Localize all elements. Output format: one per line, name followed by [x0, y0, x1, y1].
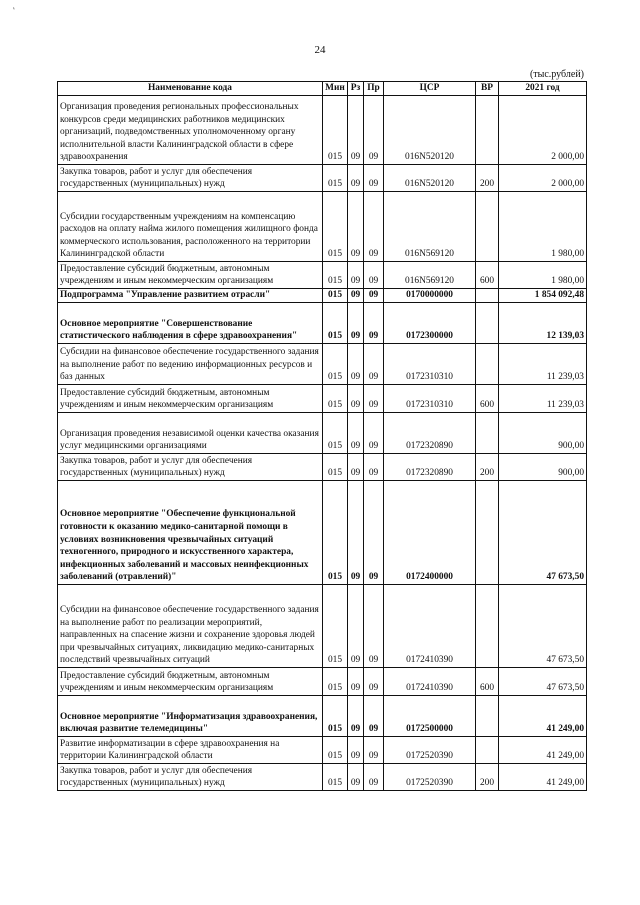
- cell-amount: 47 673,50: [499, 668, 587, 696]
- cell-pr: 09: [364, 96, 384, 165]
- cell-rz: 09: [348, 696, 364, 737]
- cell-csr: 0170000000: [384, 289, 476, 303]
- cell-csr: 0172500000: [384, 696, 476, 737]
- cell-min: 015: [323, 481, 348, 585]
- cell-amount: 41 249,00: [499, 737, 587, 764]
- cell-csr: 016N569120: [384, 192, 476, 262]
- cell-amount: 47 673,50: [499, 585, 587, 668]
- cell-name: Развитие информатизации в сфере здравоохранения на территории Калининградской области: [58, 737, 323, 764]
- cell-rz: 09: [348, 96, 364, 165]
- cell-vr: [476, 289, 499, 303]
- cell-amount: 11 239,03: [499, 385, 587, 413]
- cell-rz: 09: [348, 385, 364, 413]
- cell-vr: [476, 481, 499, 585]
- cell-pr: 09: [364, 668, 384, 696]
- cell-pr: 09: [364, 454, 384, 481]
- cell-pr: 09: [364, 696, 384, 737]
- cell-name: Основное мероприятие "Обеспечение функциональной готовности к оказанию медико-санитарной помощи в условиях возникновения чрезвычайных ситуаций техногенного, природного и искусственного характера, инфекционных заболеваний и массовых неинфекционных заболеваний (отравлений)": [58, 481, 323, 585]
- cell-min: 015: [323, 696, 348, 737]
- cell-rz: 09: [348, 737, 364, 764]
- cell-min: 015: [323, 385, 348, 413]
- cell-vr: 200: [476, 165, 499, 192]
- cell-vr: 200: [476, 764, 499, 791]
- cell-vr: [476, 96, 499, 165]
- cell-name: Предоставление субсидий бюджетным, автономным учреждениям и иным некоммерческим организациям: [58, 262, 323, 289]
- cell-min: 015: [323, 303, 348, 344]
- cell-pr: 09: [364, 481, 384, 585]
- cell-min: 015: [323, 585, 348, 668]
- cell-pr: 09: [364, 413, 384, 454]
- cell-name: Закупка товаров, работ и услуг для обеспечения государственных (муниципальных) нужд: [58, 165, 323, 192]
- cell-min: 015: [323, 289, 348, 303]
- cell-name: Предоставление субсидий бюджетным, автономным учреждениям и иным некоммерческим организациям: [58, 385, 323, 413]
- column-header-min: Мин: [323, 82, 348, 96]
- cell-rz: 09: [348, 303, 364, 344]
- table-row: [58, 454, 587, 481]
- cell-name: Закупка товаров, работ и услуг для обеспечения государственных (муниципальных) нужд: [58, 454, 323, 481]
- cell-vr: [476, 696, 499, 737]
- cell-amount: 2 000,00: [499, 165, 587, 192]
- column-header-rz: Рз: [348, 82, 364, 96]
- cell-min: 015: [323, 668, 348, 696]
- column-header-vr: ВР: [476, 82, 499, 96]
- table-row: [58, 585, 587, 668]
- cell-rz: 09: [348, 454, 364, 481]
- budget-table: [57, 81, 587, 791]
- cell-pr: 09: [364, 192, 384, 262]
- table-body: [58, 96, 587, 791]
- column-header-csr: ЦСР: [384, 82, 476, 96]
- cell-rz: 09: [348, 289, 364, 303]
- cell-pr: 09: [364, 737, 384, 764]
- cell-csr: 016N569120: [384, 262, 476, 289]
- cell-rz: 09: [348, 192, 364, 262]
- cell-name: Закупка товаров, работ и услуг для обеспечения государственных (муниципальных) нужд: [58, 764, 323, 791]
- cell-pr: 09: [364, 165, 384, 192]
- cell-csr: 0172410390: [384, 668, 476, 696]
- table-row: [58, 262, 587, 289]
- cell-amount: 1 980,00: [499, 192, 587, 262]
- cell-pr: 09: [364, 289, 384, 303]
- column-header-amount: 2021 год: [499, 82, 587, 96]
- cell-pr: 09: [364, 344, 384, 385]
- units-label: (тыс.рублей): [529, 69, 584, 80]
- cell-csr: 0172520390: [384, 764, 476, 791]
- cell-vr: 600: [476, 668, 499, 696]
- table-row: [58, 764, 587, 791]
- cell-name: Основное мероприятие "Информатизация здравоохранения, включая развитие телемедицины": [58, 696, 323, 737]
- table-row: [58, 385, 587, 413]
- table-row: [58, 344, 587, 385]
- table-row: [58, 481, 587, 585]
- cell-min: 015: [323, 764, 348, 791]
- table-header-row: [58, 82, 587, 96]
- page-number: 24: [314, 44, 326, 56]
- cell-pr: 09: [364, 262, 384, 289]
- cell-vr: [476, 413, 499, 454]
- cell-amount: 1 980,00: [499, 262, 587, 289]
- cell-min: 015: [323, 96, 348, 165]
- cell-vr: [476, 303, 499, 344]
- cell-amount: 1 854 092,48: [499, 289, 587, 303]
- cell-csr: 0172410390: [384, 585, 476, 668]
- cell-vr: 600: [476, 262, 499, 289]
- cell-min: 015: [323, 344, 348, 385]
- cell-name: Субсидии на финансовое обеспечение государственного задания на выполнение работ по реализации мероприятий, направленных на спасение жизни и сохранение здоровья людей при чрезвычайных ситуациях, ликвидацию медико-санитарных последствий чрезвычайных ситуаций: [58, 585, 323, 668]
- cell-amount: 12 139,03: [499, 303, 587, 344]
- table-row: [58, 696, 587, 737]
- cell-csr: 0172400000: [384, 481, 476, 585]
- cell-pr: 09: [364, 385, 384, 413]
- cell-rz: 09: [348, 413, 364, 454]
- cell-rz: 09: [348, 481, 364, 585]
- cell-name: Организация проведения независимой оценки качества оказания услуг медицинскими организациями: [58, 413, 323, 454]
- cell-csr: 0172320890: [384, 454, 476, 481]
- cell-vr: [476, 344, 499, 385]
- scan-mark: `: [7, 6, 17, 17]
- cell-amount: 900,00: [499, 413, 587, 454]
- cell-vr: [476, 585, 499, 668]
- cell-pr: 09: [364, 764, 384, 791]
- cell-name: Субсидии государственным учреждениям на компенсацию расходов на оплату найма жилого помещения жилищного фонда коммерческого использования, расположенного на территории Калининградской области: [58, 192, 323, 262]
- cell-name: Предоставление субсидий бюджетным, автономным учреждениям и иным некоммерческим организациям: [58, 668, 323, 696]
- cell-amount: 41 249,00: [499, 764, 587, 791]
- cell-pr: 09: [364, 585, 384, 668]
- cell-amount: 11 239,03: [499, 344, 587, 385]
- cell-rz: 09: [348, 764, 364, 791]
- cell-csr: 0172520390: [384, 737, 476, 764]
- table-row: [58, 303, 587, 344]
- cell-vr: 200: [476, 454, 499, 481]
- cell-amount: 2 000,00: [499, 96, 587, 165]
- cell-min: 015: [323, 165, 348, 192]
- table-row: [58, 668, 587, 696]
- cell-csr: 016N520120: [384, 96, 476, 165]
- table-row: [58, 165, 587, 192]
- cell-name: Субсидии на финансовое обеспечение государственного задания на выполнение работ по ведению информационных ресурсов и баз данных: [58, 344, 323, 385]
- cell-min: 015: [323, 413, 348, 454]
- cell-rz: 09: [348, 585, 364, 668]
- cell-csr: 0172310310: [384, 385, 476, 413]
- cell-rz: 09: [348, 262, 364, 289]
- table-row: [58, 737, 587, 764]
- cell-vr: 600: [476, 385, 499, 413]
- cell-amount: 41 249,00: [499, 696, 587, 737]
- cell-rz: 09: [348, 668, 364, 696]
- cell-csr: 016N520120: [384, 165, 476, 192]
- cell-csr: 0172300000: [384, 303, 476, 344]
- column-header-pr: Пр: [364, 82, 384, 96]
- cell-vr: [476, 737, 499, 764]
- table-row: [58, 413, 587, 454]
- column-header-name: Наименование кода: [58, 82, 323, 96]
- cell-amount: 47 673,50: [499, 481, 587, 585]
- cell-name: Основное мероприятие "Совершенствование статистического наблюдения в сфере здравоохранения": [58, 303, 323, 344]
- cell-csr: 0172310310: [384, 344, 476, 385]
- cell-min: 015: [323, 262, 348, 289]
- cell-min: 015: [323, 737, 348, 764]
- cell-rz: 09: [348, 344, 364, 385]
- table-row: [58, 192, 587, 262]
- cell-min: 015: [323, 454, 348, 481]
- table-row: [58, 96, 587, 165]
- cell-vr: [476, 192, 499, 262]
- cell-rz: 09: [348, 165, 364, 192]
- cell-min: 015: [323, 192, 348, 262]
- cell-csr: 0172320890: [384, 413, 476, 454]
- cell-name: Подпрограмма "Управление развитием отрасли": [58, 289, 323, 303]
- cell-name: Организация проведения региональных профессиональных конкурсов среди медицинских работников медицинских организаций, подведомственных уполномоченному органу исполнительной власти Калининградской области в сфере здравоохранения: [58, 96, 323, 165]
- table-row: [58, 289, 587, 303]
- cell-pr: 09: [364, 303, 384, 344]
- cell-amount: 900,00: [499, 454, 587, 481]
